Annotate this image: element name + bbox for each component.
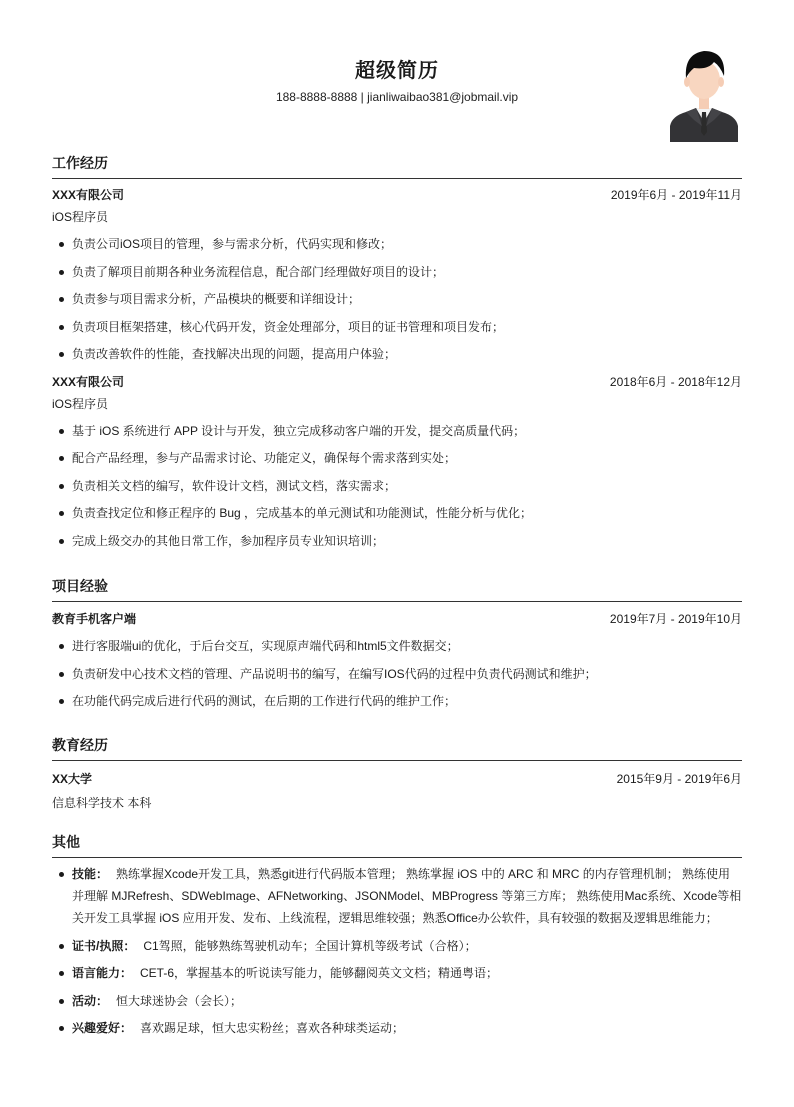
project-name: 教育手机客户端 [52,612,137,626]
job-date: 2019年6月 - 2019年11月 [610,188,742,202]
list-item: 负责参与项目需求分析，产品模块的概要和详细设计； [72,288,742,310]
project-date: 2019年7月 - 2019年10月 [609,612,742,626]
list-item: 负责相关文档的编写，软件设计文档，测试文档，落实需求； [72,475,742,497]
education-major: 信息科学技术 本科 [52,796,152,810]
job-entry-2 [52,371,742,552]
project-duties-list [52,635,742,712]
job-role: iOS程序员 [52,210,109,224]
list-item-activities [72,990,742,1012]
item-label: 活动： [72,993,109,1008]
item-label: 技能： [72,867,109,881]
section-title-other: 其他 [52,833,742,858]
school-name: XX大学 [52,772,93,786]
item-text: 熟练掌握Xcode开发工具，熟悉git进行代码版本管理； 熟练掌握 iOS 中的 ARC 和 MRC 的内存管理机制； 熟练使用并理解 MJRefresh、SDWebImage、AFNetworking、JSONModel、MBProgress 等第三方库； 熟练使用Mac系统、Xcode等相关开发工具掌握 iOS 应用开发、发布、上线流程，逻辑思维较强；熟悉Office办公软件，具有较强的数据及逻辑思维能力； [72,867,742,925]
list-item: 负责研发中心技术文档的管理、产品说明书的编写，在编写IOS代码的过程中负责代码测试和维护； [72,663,742,685]
other-list [52,863,742,1039]
list-item: 配合产品经理，参与产品需求讨论、功能定义，确保每个需求落到实处； [72,447,742,469]
list-item: 负责改善软件的性能，查找解决出现的问题，提高用户体验； [72,343,742,365]
item-label: 兴趣爱好： [72,1021,133,1035]
item-text: C1驾照，能够熟练驾驶机动车；全国计算机等级考试（合格）； [143,938,477,953]
job-duties-list [52,233,742,365]
section-work [52,154,742,557]
job-duties-list [52,420,742,552]
list-item: 完成上级交办的其他日常工作，参加程序员专业知识培训； [72,530,742,552]
item-text: 恒大球迷协会（会长）； [116,993,243,1008]
education-date: 2015年9月 - 2019年6月 [616,772,742,786]
list-item: 负责了解项目前期各种业务流程信息，配合部门经理做好项目的设计； [72,261,742,283]
list-item: 在功能代码完成后进行代码的测试，在后期的工作进行代码的维护工作； [72,690,742,712]
company-name: XXX有限公司 [52,188,125,202]
resume-name: 超级简历 [355,60,439,82]
job-role: iOS程序员 [52,396,109,411]
section-title-education: 教育经历 [52,736,742,761]
section-education [52,736,742,814]
list-item-hobbies [72,1017,742,1039]
section-project [52,577,742,718]
job-entry-1 [52,184,742,365]
section-title-project: 项目经验 [52,577,742,602]
list-item-certificates [72,935,742,957]
item-label: 证书/执照： [72,938,136,953]
list-item: 负责项目框架搭建，核心代码开发，资金处理部分，项目的证书管理和项目发布； [72,316,742,338]
job-date: 2018年6月 - 2018年12月 [609,374,742,389]
list-item-skills [72,863,742,929]
section-title-work: 工作经历 [52,154,742,179]
list-item-languages [72,962,742,984]
list-item: 负责查找定位和修正程序的 Bug ，完成基本的单元测试和功能测试，性能分析与优化； [72,502,742,524]
avatar-image [668,46,740,142]
list-item: 负责公司iOS项目的管理，参与需求分析，代码实现和修改； [72,233,742,255]
company-name: XXX有限公司 [52,374,125,389]
list-item: 进行客服端ui的优化，于后台交互，实现原声端代码和html5文件数据交； [72,635,742,657]
list-item: 基于 iOS 系统进行 APP 设计与开发，独立完成移动客户端的开发，提交高质量代码； [72,420,742,442]
section-other [52,833,742,1045]
item-text: CET-6，掌握基本的听说读写能力，能够翻阅英文文档；精通粤语； [140,966,499,980]
contact-info: 188-8888-8888 | jianliwaibao381@jobmail.vip [275,90,519,104]
item-label: 语言能力： [72,966,133,980]
item-text: 喜欢踢足球，恒大忠实粉丝；喜欢各种球类运动； [140,1021,405,1035]
